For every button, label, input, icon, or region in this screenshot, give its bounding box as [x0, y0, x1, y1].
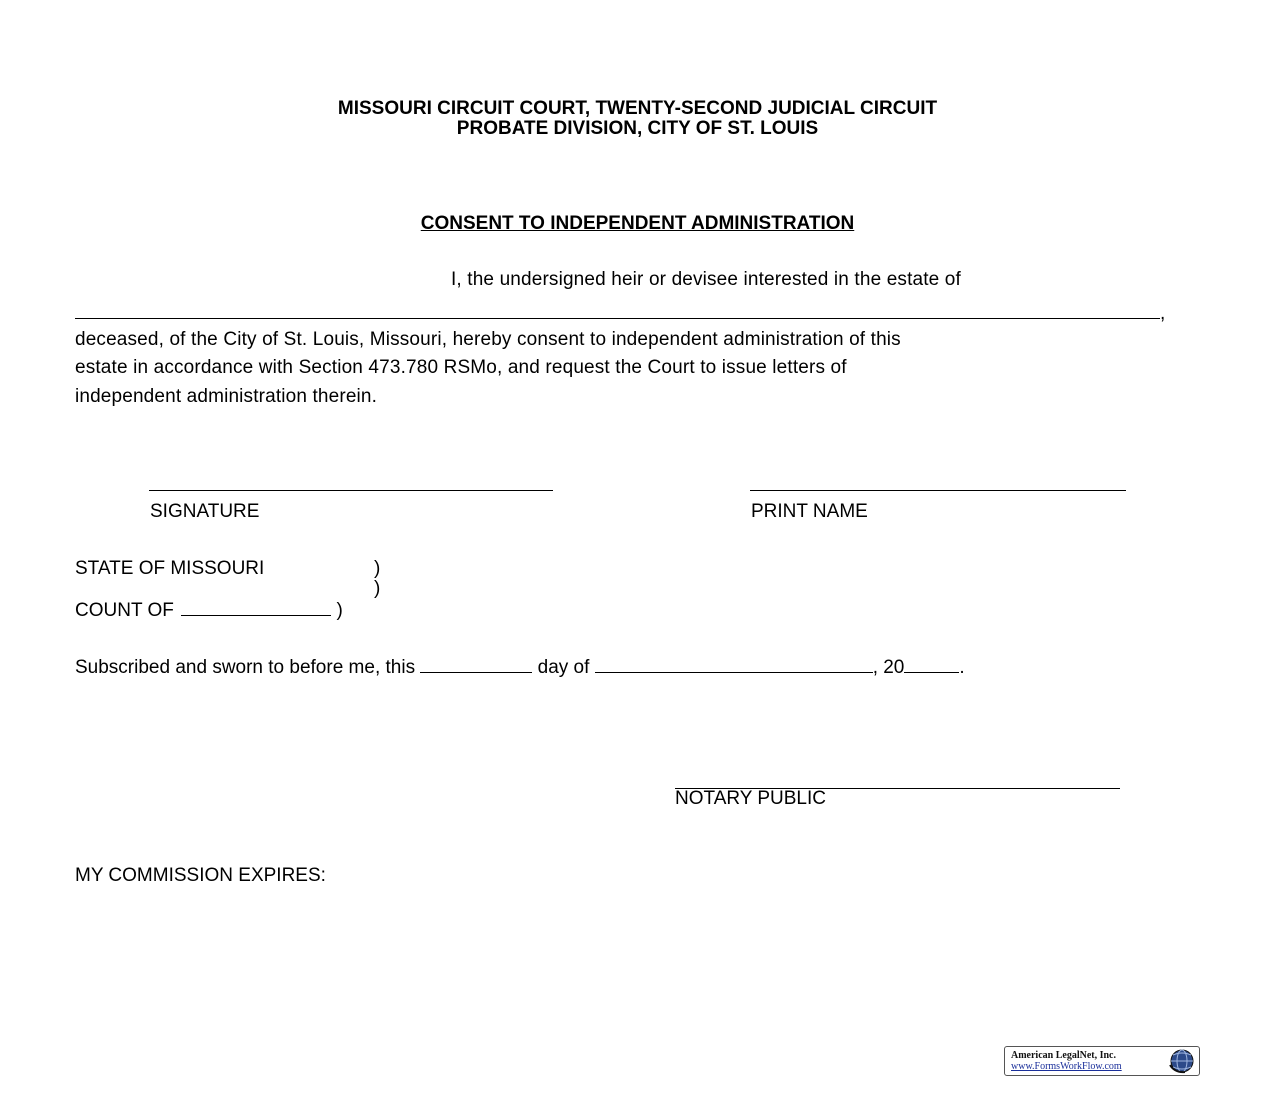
- signature-label: SIGNATURE: [150, 501, 260, 522]
- jurat-year-blank[interactable]: [904, 654, 959, 673]
- venue-county: [75, 597, 343, 622]
- intro-text: I, the undersigned heir or devisee interested in the estate of: [451, 269, 961, 290]
- estate-blank-comma: ,: [1160, 303, 1166, 324]
- print-name-line[interactable]: [750, 490, 1126, 491]
- court-header-line-1: MISSOURI CIRCUIT COURT, TWENTY-SECOND JUDICIAL CIRCUIT: [337, 98, 938, 119]
- globe-logo-icon: [1169, 1048, 1195, 1074]
- form-title-text: CONSENT TO INDEPENDENT ADMINISTRATION: [420, 213, 855, 234]
- badge-url[interactable]: www.FormsWorkFlow.com: [1011, 1061, 1122, 1072]
- commission-expires-label: MY COMMISSION EXPIRES:: [75, 865, 326, 886]
- notary-public-label: NOTARY PUBLIC: [675, 788, 826, 809]
- venue-county-paren: ): [336, 600, 343, 621]
- badge-org: American LegalNet, Inc.: [1011, 1050, 1116, 1061]
- american-legalnet-badge[interactable]: [1004, 1046, 1200, 1076]
- jurat-day-blank[interactable]: [420, 654, 532, 673]
- county-blank[interactable]: [181, 597, 331, 616]
- form-title: [0, 213, 1275, 235]
- venue-paren-1: ): [374, 558, 381, 579]
- body-line-2: estate in accordance with Section 473.780 RSMo, and request the Court to issue letters of: [75, 357, 847, 378]
- estate-name-blank[interactable]: [75, 318, 1160, 319]
- venue-county-prefix: COUNT OF: [75, 600, 174, 621]
- venue-state: STATE OF MISSOURI: [75, 558, 265, 579]
- jurat-month-blank[interactable]: [595, 654, 873, 673]
- jurat-year-prefix: , 20: [872, 657, 905, 678]
- jurat-day-of: day of: [537, 657, 590, 678]
- signature-line[interactable]: [149, 490, 553, 491]
- jurat-prefix: Subscribed and sworn to before me, this: [75, 657, 416, 678]
- jurat-line: [75, 654, 965, 679]
- body-line-3: independent administration therein.: [75, 386, 378, 407]
- jurat-end: .: [959, 657, 965, 678]
- body-line-1: deceased, of the City of St. Louis, Missouri, hereby consent to independent administration of this: [75, 329, 901, 350]
- print-name-label: PRINT NAME: [751, 501, 868, 522]
- venue-paren-2: ): [374, 578, 381, 599]
- court-header-line-2: PROBATE DIVISION, CITY OF ST. LOUIS: [456, 118, 819, 139]
